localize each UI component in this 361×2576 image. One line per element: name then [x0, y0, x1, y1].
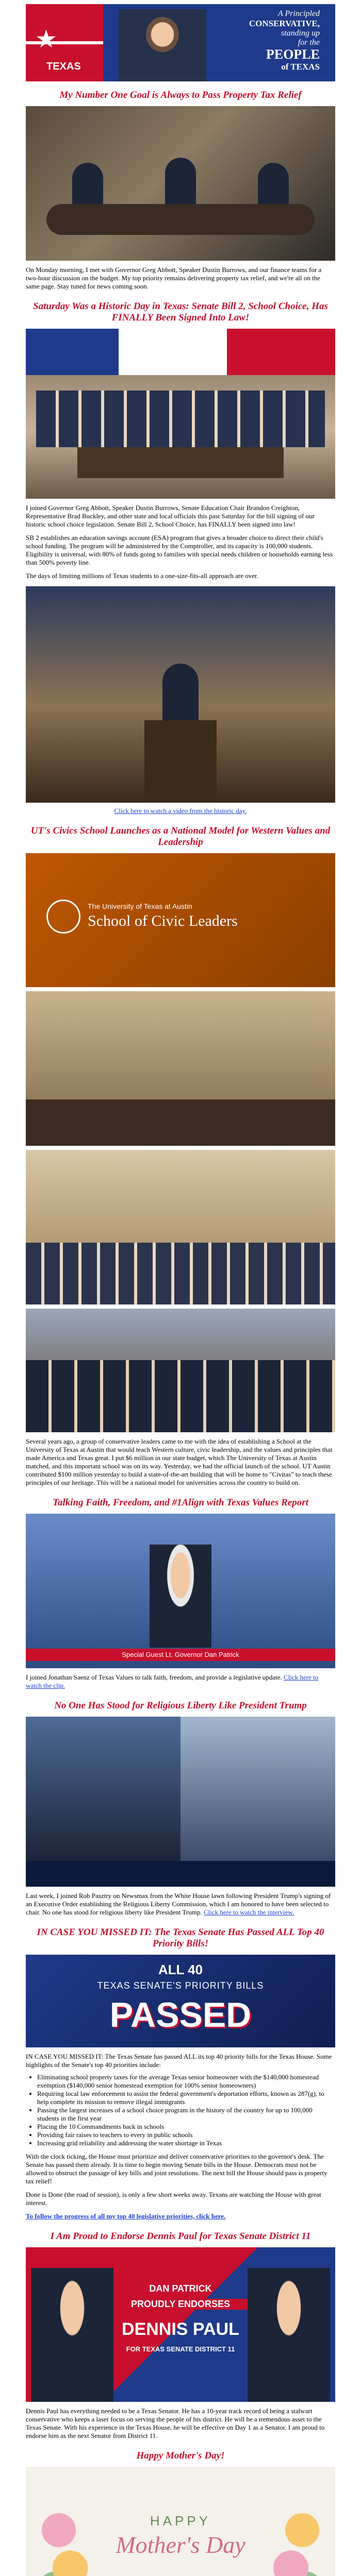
tagline-3: standing up [281, 29, 320, 38]
banner-mid: TEXAS SENATE'S PRIORITY BILLS [97, 1980, 264, 1991]
list-item: • Eliminating school property taxes for the average Texas senior homeowner with the $140,000 homestead exemption ($140,000 senior homestead exemption for 100% senior homeowners) [37, 2073, 335, 2090]
section-heading: UT's Civics School Launches as a National Model for Western Values and Leadership [30, 825, 331, 848]
paragraph-text: Last week, I joined Rob Pasztry on Newsmax from the White House lawn following President Trump's signing of an Executive Order establishing the Religious Liberty Commission, which I am honored to have been selected to chair. No one has stood for religious liberty like President Trump. [26, 1892, 331, 1916]
section-heading: Saturday Was a Historic Day in Texas: Senate Bill 2, School Choice, Has FINALLY Been Signed Into Law! [33, 301, 328, 323]
tagline-5: PEOPLE [266, 47, 320, 62]
paragraph: Dennis Paul has everything needed to be a Texas Senator. He has a 10-year track record of being a stalwart conservative who keeps a laser focus on serving the people of his district. He will be a tremendous asset to the Texas Senate. With his experience in the Texas House, he will be effective on Day 1 as a Senator. I am proud to endorse him as the next Senator from District 11. [26, 2407, 325, 2439]
newsmax-interview[interactable] [26, 1717, 335, 1887]
paragraph [26, 1673, 335, 1690]
endorsement-banner [26, 2247, 335, 2402]
banner-mid: PROUDLY ENDORSES [113, 2299, 248, 2310]
section-civics-school [26, 825, 335, 1487]
paragraph: With the clock ticking, the House must prioritize and deliver conservative priorities to the governor's desk. The Senate has passed them already. It is time to begin moving Senate bills in the House. Democrats must not be allowed to obstruct the passage of key bills and joint resolutions. The next bill the House should pass is property tax relief! [26, 2153, 327, 2185]
photo-budget-meeting [26, 106, 335, 261]
ut-civic-banner [26, 853, 335, 987]
paragraph: Several years ago, a group of conservative leaders came to me with the idea of establishing a School at the University of Texas at Austin that would teach Western culture, civic leadership, and the values and principles that made America and Texas great. I put $6 million in our state budget, which The University of Texas at Austin matched, and this important school was on its way. Yesterday, we had the official launch of the school. UT Austin contributed $100 million yesterday to build a state-of-the-art building that will be home to "Civitas" to teach these principles of our heritage. This will be a national model for universities across the country to build on. [26, 1437, 333, 1486]
watch-interview-link[interactable]: Click here to watch the interview. [203, 1908, 294, 1916]
banner-big: PASSED [109, 1995, 252, 2035]
passed-banner [26, 1955, 335, 2047]
split-right [180, 1717, 335, 1861]
list-item: • Passing the largest increases of a school choice program in the history of the country for up to 100,000 students in the first year [37, 2106, 335, 2123]
list-item: • Requiring local law enforcement to assist the federal government's deportation efforts, known as 287(g), to help complete its mission to remove illegal immigrants [37, 2090, 335, 2106]
tagline-1: A Principled [277, 9, 320, 18]
paragraph-text: I joined Jonathan Saenz of Texas Values to talk faith, freedom, and provide a legislative update. [26, 1673, 282, 1681]
section-texas-values [26, 1497, 335, 1690]
card-title: Mother's Day [116, 2532, 245, 2558]
priorities-progress-link[interactable]: To follow the progress of all my top 40 legislative priorities, click here. [26, 2212, 226, 2220]
banner-sub: FOR TEXAS SENATE DISTRICT 11 [126, 2345, 235, 2353]
meeting-person-1 [72, 163, 103, 204]
section-property-tax [26, 90, 335, 291]
section-heading: My Number One Goal is Always to Pass Property Tax Relief [59, 90, 302, 100]
hero-tagline [232, 9, 320, 72]
flag-star-icon: ★ [35, 25, 58, 54]
texas-values-video[interactable] [26, 1514, 335, 1668]
section-heading: I Am Proud to Endorse Dennis Paul for Texas Senate District 11 [50, 2231, 311, 2242]
meeting-table [46, 204, 315, 235]
paragraph [26, 1892, 335, 1917]
hero-flag-word: TEXAS [46, 61, 81, 72]
podium [144, 720, 217, 803]
list-item: • Providing fair raises to teachers to every in public schools [37, 2131, 335, 2139]
list-item: • Increasing grid reliability and addressing the water shortage in Texas [37, 2139, 335, 2147]
video-caption: Special Guest Lt. Governor Dan Patrick [122, 1651, 239, 1658]
paragraph: I joined Governor Greg Abbott, Speaker Dustin Burrows, Senate Education Chair Brandon Creighton, Representative Brad Buckley, and other state and local officials this past Saturday for the bill signing of our historic school choice legislation. Senate Bill 2, School Choice, has FINALLY been signed into law! [26, 504, 315, 528]
hero-banner [26, 4, 335, 81]
meeting-person-3 [258, 163, 289, 204]
photo-signing-closeup [26, 586, 335, 803]
section-religious-liberty [26, 1700, 335, 1917]
banner-top: ALL 40 [158, 1962, 203, 1977]
list-item: • Placing the 10 Commandments back in schools [37, 2123, 335, 2131]
section-heading: Happy Mother's Day! [136, 2450, 225, 2461]
paragraph: SB 2 establishes an education savings account (ESA) program that gives a broader choice to direct their child's school funding. The program will be administered by the Comptroller, and its capacity is 100,000 students. Eligibility is universal, with 80% of funds going to families with special needs children or households earning less than 500% poverty line. [26, 534, 333, 566]
signing-desk [77, 447, 284, 478]
crowd [36, 391, 325, 447]
email-body [26, 4, 335, 2576]
audience [26, 1243, 335, 1304]
paragraph: The days of limiting millions of Texas students to a one-size-fits-all approach are over. [26, 572, 258, 580]
photo-bill-signing [26, 329, 335, 499]
section-heading: IN CASE YOU MISSED IT: The Texas Senate Has Passed ALL Top 40 Priority Bills! [37, 1927, 324, 1949]
paragraph [26, 2212, 335, 2221]
section-mothers-day [26, 2450, 335, 2576]
split-left [26, 1717, 180, 1861]
meeting-person-2 [165, 158, 196, 204]
tagline-2: CONSERVATIVE, [249, 19, 320, 28]
stage [26, 1099, 335, 1146]
section-school-choice [26, 301, 335, 815]
photo-civics-launch-3 [26, 1309, 335, 1432]
card-happy: HAPPY [150, 2513, 211, 2529]
hero-portrait [119, 9, 206, 81]
photo-civics-launch-1 [26, 991, 335, 1146]
watch-clip-link[interactable]: Click here to watch the clip. [26, 1673, 319, 1689]
texas-flag-backdrop [26, 329, 335, 375]
banner-name: DENNIS PAUL [122, 2319, 239, 2339]
mothers-day-card [26, 2467, 335, 2576]
paragraph: On Monday morning, I met with Governor Greg Abbott, Speaker Dustin Burrows, and our finance teams for a two-hour discussion on the budget. My top priority remains delivering property tax relief, and we're all on the same page. Stay tuned for news coming soon. [26, 266, 322, 290]
speaker [162, 664, 199, 720]
news-ticker [26, 1861, 335, 1887]
host-portrait [150, 1545, 211, 1648]
tagline-4: for the [298, 38, 320, 47]
section-endorsement [26, 2231, 335, 2440]
ut-seal-icon [46, 900, 80, 934]
banner-top: DAN PATRICK [149, 2283, 212, 2294]
section-top40-bills [26, 1927, 335, 2221]
watch-video-link[interactable]: Click here to watch a video from the historic day. [114, 807, 247, 815]
paragraph: IN CASE YOU MISSED IT: The Texas Senate has passed ALL its top 40 priority bills for the Texas House. Some highlights of the Senate's top 40 priorities include: [26, 2053, 332, 2069]
ut-banner-small: The University of Texas at Austin [88, 902, 192, 910]
portrait-right [248, 2268, 330, 2402]
video-link-row [26, 807, 335, 815]
section-heading: No One Has Stood for Religious Liberty Like President Trump [54, 1700, 307, 1711]
tagline-6: of TEXAS [281, 62, 320, 72]
section-heading: Talking Faith, Freedom, and #1Align with Texas Values Report [53, 1497, 308, 1508]
photo-civics-launch-2 [26, 1150, 335, 1304]
group-photo [26, 1360, 335, 1432]
paragraph: Done is Done (the road of session), is only a few short weeks away. Texans are watching the House with great interest. [26, 2191, 321, 2207]
portrait-left [31, 2268, 113, 2402]
ut-banner-title: School of Civic Leaders [88, 912, 238, 929]
priority-list [26, 2073, 335, 2147]
